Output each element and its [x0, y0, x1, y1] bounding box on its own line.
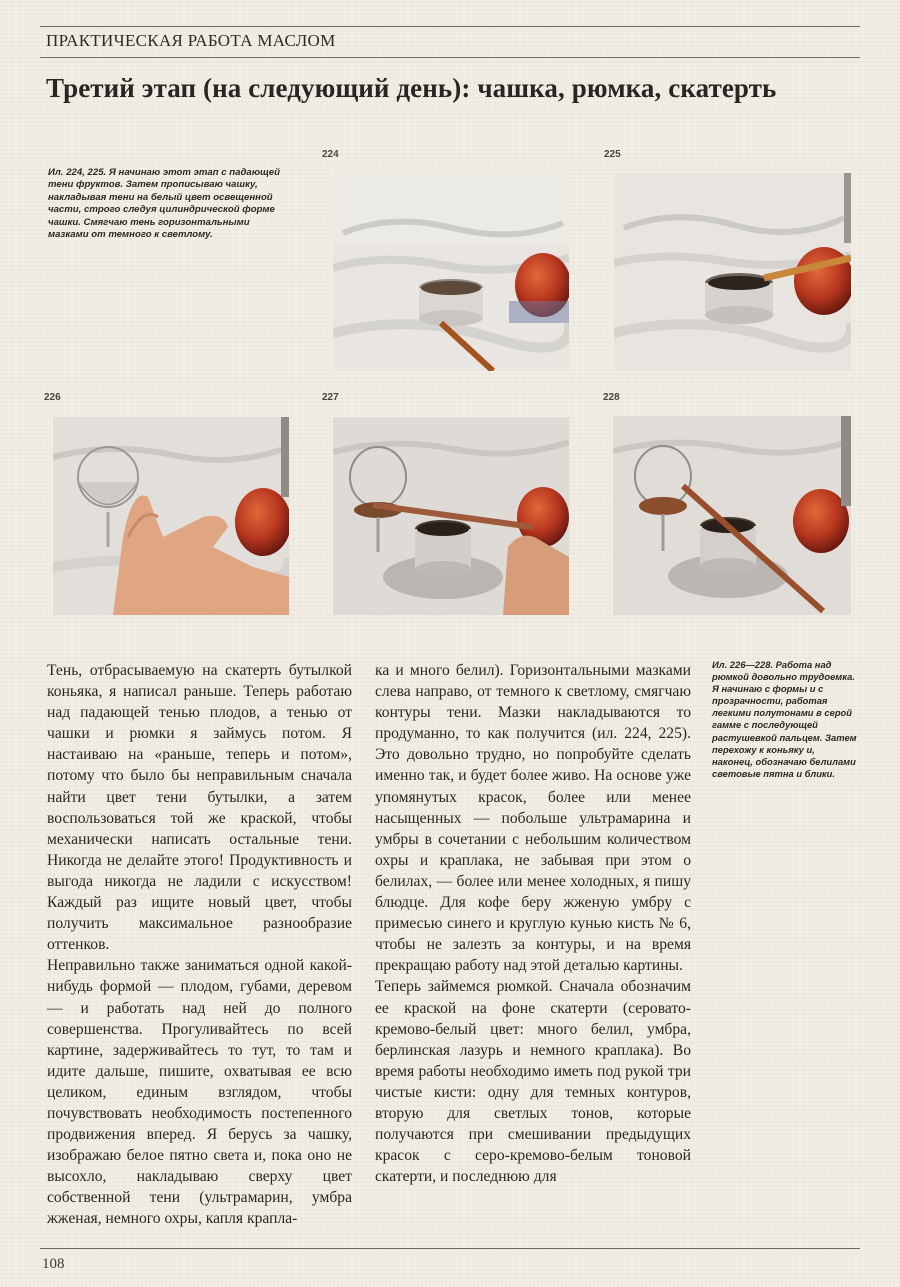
figure-number-227: 227 — [322, 392, 339, 403]
photo-228 — [613, 416, 851, 615]
body-paragraph: Неправильно также заниматься одной какой-нибудь формой — плодом, губами, деревом — и работать над ней до полного совершенства. Прогуливайтесь по всей картине, задерживайтесь то тут, то там и идите дальше, пишите, охватывая ее всю целиком, единым взглядом, чтобы почувствовать необходимость постепенного продвижения вперед. Я берусь за чашку, изображаю белое пятно света и, пока оно не высохло, накладываю сверху цвет собственной тени (ультрамарин, умбра жженая, немного охры, капля крапла- — [47, 957, 352, 1228]
section-title: ПРАКТИЧЕСКАЯ РАБОТА МАСЛОМ — [46, 31, 336, 50]
footer-rule — [40, 1248, 860, 1249]
photo-227 — [333, 417, 569, 615]
figure-number-228: 228 — [603, 392, 620, 403]
figure-number-226: 226 — [44, 392, 61, 403]
header-top-rule — [40, 26, 860, 27]
page-number: 108 — [42, 1256, 65, 1272]
body-column-1 — [47, 660, 352, 1230]
caption-224-225: Ил. 224, 225. Я начинаю этот этап с падающей тени фруктов. Затем прописываю чашку, накладывая тени на белый цвет освещенной части, строго следуя цилиндрической форме чашки. Смягчаю тень горизонтальными мазками от темного к светлому. — [48, 167, 280, 241]
header-bottom-rule — [40, 57, 860, 58]
caption-226-228: Ил. 226—228. Работа над рюмкой довольно трудоемка. Я начинаю с формы и с прозрачности, работая легкими полутонами в серой гамме с последующей растушевкой пальцем. Затем перехожу к коньяку и, наконец, обозначаю белилами световые пятна и блики. — [712, 659, 857, 779]
photo-224 — [333, 173, 569, 371]
body-paragraph: Теперь займемся рюмкой. Сначала обозначим ее краской на фоне скатерти (серовато-кремово-белый цвет: много белил, умбра, берлинская лазурь и немного краплака). Во время работы необходимо иметь под рукой три чистые кисти: одну для темных контуров, вторую для светлых тонов, которые получаются при смешивании предыдущих красок с серо-кремово-белым тоновой скатерти, и последнюю для — [375, 978, 691, 1186]
figure-number-224: 224 — [322, 149, 339, 160]
photo-225 — [614, 173, 851, 371]
page-title: Третий этап (на следующий день): чашка, рюмка, скатерть — [46, 73, 777, 103]
body-column-2 — [375, 660, 691, 1187]
figure-number-225: 225 — [604, 149, 621, 160]
body-paragraph: Тень, отбрасываемую на скатерть бутылкой коньяка, я написал раньше. Теперь работаю над падающей тенью плодов, а тенью от чашки и рюмки я займусь потом. Я настаиваю на «раньше, теперь и потом», потому что было бы неправильным сначала найти цвет тени бутылки, а затем воспользоваться той же краской, чтобы механически написать остальные тени. Никогда не делайте этого! Продуктивность и выгода никогда не ладили с искусством! Каждый раз ищите новый цвет, чтобы получить максимальное разнообразие оттенков. — [47, 662, 352, 954]
photo-226 — [53, 417, 289, 615]
body-paragraph: ка и много белил). Горизонтальными мазками слева направо, от темного к светлому, смягчаю контуры тени. Мазки накладываются то продуманно, то как получится (ил. 224, 225). Это довольно трудно, но попробуйте сделать именно так, и будет более живо. На основе уже упомянутых красок, более или менее насыщенных — побольше ультрамарина и умбры в сочетании с небольшим количеством охры и краплака, не забывая при этом о белилах, — более или менее холодных, я пишу блюдце. Для кофе беру жженую умбру с примесью синего и круглую кунью кисть № 6, чтобы не залезть за контуры, и на время прекращаю работу над этой деталью картины. — [375, 662, 691, 975]
